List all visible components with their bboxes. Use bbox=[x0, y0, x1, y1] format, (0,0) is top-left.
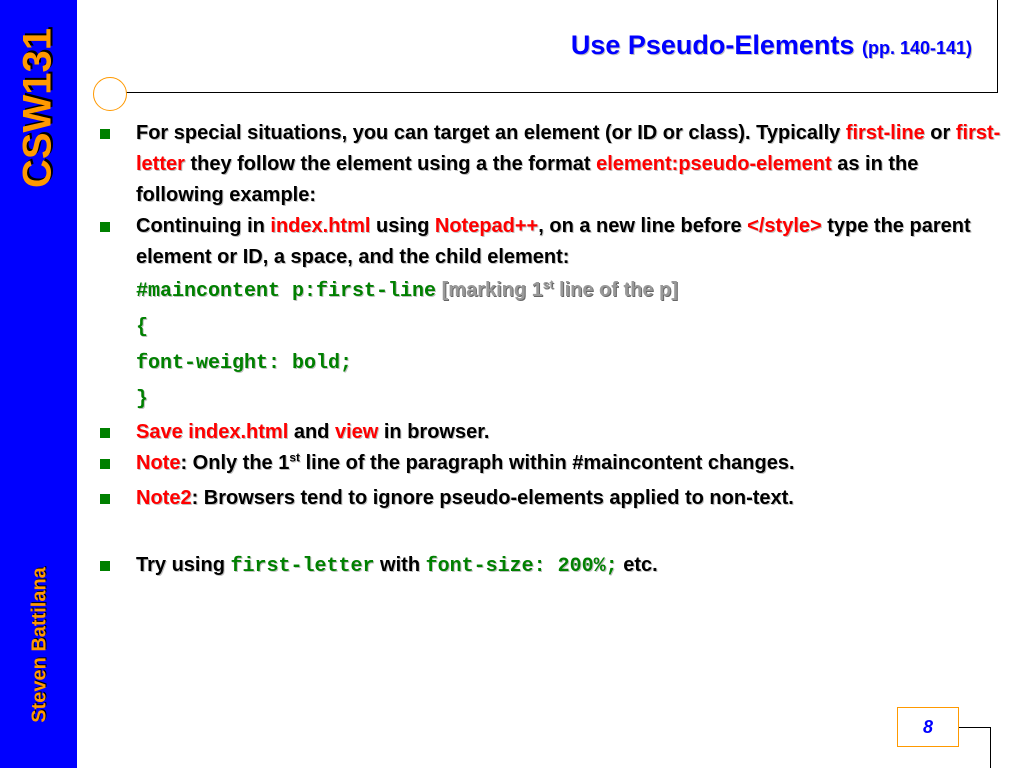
comment-text: line of the p] bbox=[553, 279, 678, 301]
text: For special situations, you can target an element (or ID or class). Typically bbox=[136, 122, 846, 144]
highlight-text: </style> bbox=[747, 215, 822, 237]
course-code: CSW131 bbox=[15, 27, 60, 189]
author-name: Steven Battilana bbox=[28, 567, 51, 723]
text: , on a new line before bbox=[538, 215, 748, 237]
title-main: Use Pseudo-Elements bbox=[570, 30, 855, 60]
highlight-text: Notepad++ bbox=[434, 215, 539, 237]
title-frame-line bbox=[997, 0, 998, 93]
highlight-text: element:pseudo-element bbox=[596, 153, 832, 175]
comment-text: [marking 1 bbox=[441, 279, 543, 301]
text: they follow the element using a the format bbox=[184, 153, 597, 175]
code-declaration-line bbox=[98, 345, 1008, 381]
code-open-brace: { bbox=[136, 316, 149, 339]
text: Try using bbox=[136, 554, 231, 576]
highlight-text: Note2 bbox=[136, 487, 192, 509]
slide-content bbox=[98, 118, 1008, 582]
text: Continuing in bbox=[136, 215, 271, 237]
decorative-circle bbox=[93, 77, 127, 111]
bullet-square-icon bbox=[100, 129, 110, 139]
code-selector: #maincontent p:first-line bbox=[136, 280, 437, 303]
highlight-text: index.html bbox=[270, 215, 371, 237]
bullet-item bbox=[98, 211, 1008, 273]
text: with bbox=[374, 554, 426, 576]
highlight-text: Note bbox=[136, 452, 181, 474]
code-inline: font-size: 200%; bbox=[425, 555, 618, 578]
code-inline: first-letter bbox=[230, 555, 375, 578]
bullet-square-icon bbox=[100, 222, 110, 232]
bullet-item bbox=[98, 483, 1008, 514]
text: as in the following example: bbox=[136, 153, 919, 206]
highlight-text: first-line bbox=[845, 122, 925, 144]
bullet-item bbox=[98, 448, 1008, 479]
bullet-square-icon bbox=[100, 494, 110, 504]
bullet-square-icon bbox=[100, 561, 110, 571]
text: or bbox=[924, 122, 956, 144]
title-pages: (pp. 140-141) bbox=[861, 38, 972, 58]
bullet-item bbox=[98, 417, 1008, 448]
bullet-item bbox=[98, 118, 1008, 211]
sidebar bbox=[0, 0, 77, 768]
bullet-square-icon bbox=[100, 428, 110, 438]
text: line of the paragraph within #maincontent changes. bbox=[300, 452, 795, 474]
code-close-brace: } bbox=[136, 388, 149, 411]
highlight-text: first-letter bbox=[136, 122, 1001, 175]
highlight-text: Save index.html bbox=[136, 421, 289, 443]
text: using bbox=[370, 215, 435, 237]
comment-superscript: st bbox=[542, 277, 554, 292]
code-declaration: font-weight: bold; bbox=[136, 352, 353, 375]
text: type the parent element or ID, a space, and the child element: bbox=[136, 215, 971, 268]
text: : Browsers tend to ignore pseudo-elements applied to non-text. bbox=[191, 487, 794, 509]
footer-frame-line bbox=[959, 727, 991, 728]
superscript: st bbox=[289, 450, 301, 465]
text: etc. bbox=[617, 554, 658, 576]
highlight-text: view bbox=[334, 421, 379, 443]
text: and bbox=[288, 421, 335, 443]
footer-frame-line bbox=[990, 727, 991, 768]
page-number-text: 8 bbox=[922, 716, 933, 737]
code-open-brace-line bbox=[98, 309, 1008, 345]
slide-title bbox=[571, 30, 972, 61]
text: in browser. bbox=[378, 421, 490, 443]
text: : Only the 1 bbox=[180, 452, 290, 474]
code-comment bbox=[442, 279, 678, 301]
page-number bbox=[897, 707, 959, 747]
bullet-item bbox=[98, 550, 1008, 582]
title-divider bbox=[112, 92, 998, 93]
code-selector-line bbox=[98, 273, 1008, 309]
code-close-brace-line bbox=[98, 381, 1008, 417]
bullet-square-icon bbox=[100, 459, 110, 469]
